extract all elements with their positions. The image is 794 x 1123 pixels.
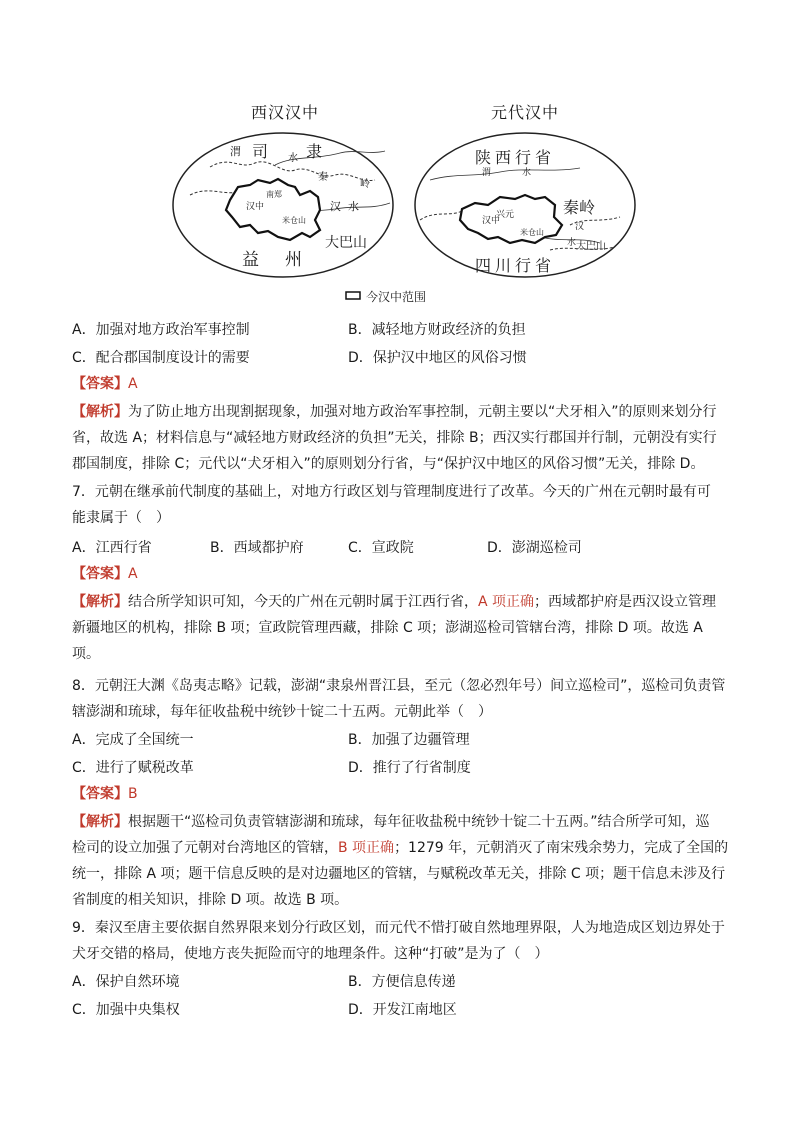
q6-option-c: C．配合郡国制度设计的需要: [72, 350, 250, 366]
left-boundary-north: [210, 162, 375, 181]
q6-analysis-text-1: 为了防止地方出现割据现象，加强对地方政治军事控制，元朝主要以“犬牙相入”的原则来划分行: [128, 404, 717, 420]
q8-analysis-text-2a: 检司的设立加强了元朝对台湾地区的管辖，: [72, 840, 338, 856]
q7-stem-line-1: 7．元朝在继承前代制度的基础上，对地方行政区划与管理制度进行了改革。今天的广州在元朝时最有可: [72, 484, 711, 500]
label-ling: 岭: [360, 179, 370, 190]
legend-swatch: [346, 292, 360, 299]
q8-analysis-text-1: 根据题干“巡检司负责管辖澎湖和琉球，每年征收盐税中统钞十锭二十五两。”结合所学可知，巡: [128, 814, 710, 830]
q6-analysis-tag: 【解析】: [72, 404, 128, 420]
q7-stem-line-2: 能隶属于（ ）: [72, 510, 170, 526]
label-han: 汉: [330, 200, 341, 213]
label-zhou: 州: [285, 250, 302, 270]
label-yi: 益: [242, 250, 259, 270]
western-han-map: [173, 133, 393, 277]
label-sichuan: 四川行省: [475, 256, 556, 275]
q9-option-d: D．开发江南地区: [348, 1002, 457, 1018]
q9-option-b: B．方便信息传递: [348, 974, 456, 990]
q7-analysis-text-1b: A 项正确: [478, 594, 535, 610]
q8-analysis-line-1: [72, 812, 710, 832]
right-map-title: 元代汉中: [491, 103, 560, 122]
q9-option-c: C．加强中央集权: [72, 1002, 180, 1018]
q9-stem-line-1: 9．秦汉至唐主要依据自然界限来划分行政区划，而元代不惜打破自然地理界限，人为地造成区划边界处于: [72, 920, 725, 936]
q8-stem-line-2: 辖澎湖和琉球，每年征收盐税中统钞十锭二十五两。元朝此举（ ）: [72, 704, 492, 720]
q8-option-a: A．完成了全国统一: [72, 732, 194, 748]
label-wei: 渭: [230, 145, 241, 158]
q9-stem-line-2: 犬牙交错的格局，使地方丧失扼险而守的地理条件。这种“打破”是为了（ ）: [72, 946, 549, 962]
q8-option-d: D．推行了行省制度: [348, 760, 471, 776]
q6-answer-tag: 【答案】: [72, 376, 128, 392]
q7-option-b: B．西域都护府: [210, 540, 304, 556]
q8-answer-value: B: [128, 786, 138, 802]
right-wei-river: [430, 168, 580, 180]
q7-analysis-line-1: [72, 592, 716, 612]
q8-analysis-text-2c: ；1279 年，元朝消灭了南宋残余势力，完成了全国的: [394, 840, 729, 856]
label-dabashan: 大巴山: [325, 235, 367, 251]
label-li: 隶: [306, 142, 323, 161]
q7-option-c: C．宣政院: [348, 540, 414, 556]
label-si: 司: [252, 142, 269, 161]
label-shui2: 水: [348, 200, 359, 213]
q6-option-d: D．保护汉中地区的风俗习惯: [348, 350, 527, 366]
q7-option-d: D．澎湖巡检司: [487, 540, 582, 556]
q6-answer-value: A: [128, 376, 138, 392]
label-qinling: 秦岭: [563, 198, 596, 217]
map-svg: [170, 125, 640, 315]
label-r-dabashan: 大巴山: [576, 241, 606, 252]
label-shui: 水: [288, 153, 298, 164]
left-map-title: 西汉汉中: [251, 103, 320, 122]
q8-analysis-text-2b: B 项正确: [338, 840, 395, 856]
label-r-shui2: 水: [567, 238, 577, 248]
q7-option-a: A．江西行省: [72, 540, 152, 556]
q8-stem-line-1: 8．元朝汪大渊《岛夷志略》记载，澎湖“隶泉州晋江县，至元（忽必烈年号）间立巡检司”，巡检司负责管: [72, 678, 726, 694]
legend-label: 今汉中范围: [366, 290, 427, 304]
q6-analysis-line-2: 省，故选 A；材料信息与“减轻地方财政经济的负担”无关，排除 B；西汉实行郡国并行制，元朝没有实行: [72, 430, 717, 446]
q7-analysis-line-2: 新疆地区的机构，排除 B 项；宣政院管理西藏，排除 C 项；澎湖巡检司管辖台湾，排除 D 项。故选 A: [72, 620, 703, 636]
q8-answer-tag: 【答案】: [72, 786, 128, 802]
q8-analysis-line-3: 统一，排除 A 项；题干信息反映的是对边疆地区的管辖，与赋税改革无关，排除 C 项；题干信息未涉及行: [72, 866, 726, 882]
label-r-wei: 渭: [482, 168, 492, 178]
label-xingyuan: 兴元: [496, 210, 515, 220]
q8-analysis-tag: 【解析】: [72, 814, 128, 830]
q8-analysis-line-2: [72, 838, 728, 858]
label-r-hanzhong: 汉中: [482, 216, 501, 226]
q6-analysis-line-1: [72, 402, 717, 422]
q7-answer-tag: 【答案】: [72, 566, 128, 582]
q7-answer-value: A: [128, 566, 138, 582]
q8-analysis-line-4: 省制度的相关知识，排除 D 项。故选 B 项。: [72, 892, 349, 908]
q7-analysis-text-1a: 结合所学知识可知，今天的广州在元朝时属于江西行省，: [128, 594, 478, 610]
label-shaanxi: 陕西行省: [475, 148, 556, 167]
label-r-migangshan: 米仓山: [520, 228, 544, 237]
q6-option-a: A．加强对地方政治军事控制: [72, 322, 250, 338]
q6-analysis-line-3: 郡国制度，排除 C；元代以“犬牙相入”的原则划分行省，与“保护汉中地区的风俗习惯”无关，排除 D。: [72, 456, 705, 472]
q8-answer: [72, 784, 138, 804]
q8-option-b: B．加强了边疆管理: [348, 732, 470, 748]
label-r-shui: 水: [522, 168, 532, 178]
label-r-han: 汉: [575, 222, 585, 232]
q7-analysis-text-1c: ；西域都护府是西汉设立管理: [534, 594, 717, 610]
q8-option-c: C．进行了赋税改革: [72, 760, 194, 776]
q7-analysis-line-3: 项。: [72, 646, 100, 662]
q6-answer: [72, 374, 138, 394]
q7-analysis-tag: 【解析】: [72, 594, 128, 610]
q9-option-a: A．保护自然环境: [72, 974, 180, 990]
label-nanzheng: 南郑: [266, 190, 282, 199]
left-hanzhong-region: [226, 179, 320, 240]
yuan-map: [415, 133, 635, 277]
label-migangshan: 米仓山: [282, 216, 306, 225]
q6-option-b: B．减轻地方财政经济的负担: [348, 322, 526, 338]
q7-answer: [72, 564, 138, 584]
label-hanzhong: 汉中: [246, 202, 265, 212]
label-qin: 秦: [318, 172, 328, 183]
